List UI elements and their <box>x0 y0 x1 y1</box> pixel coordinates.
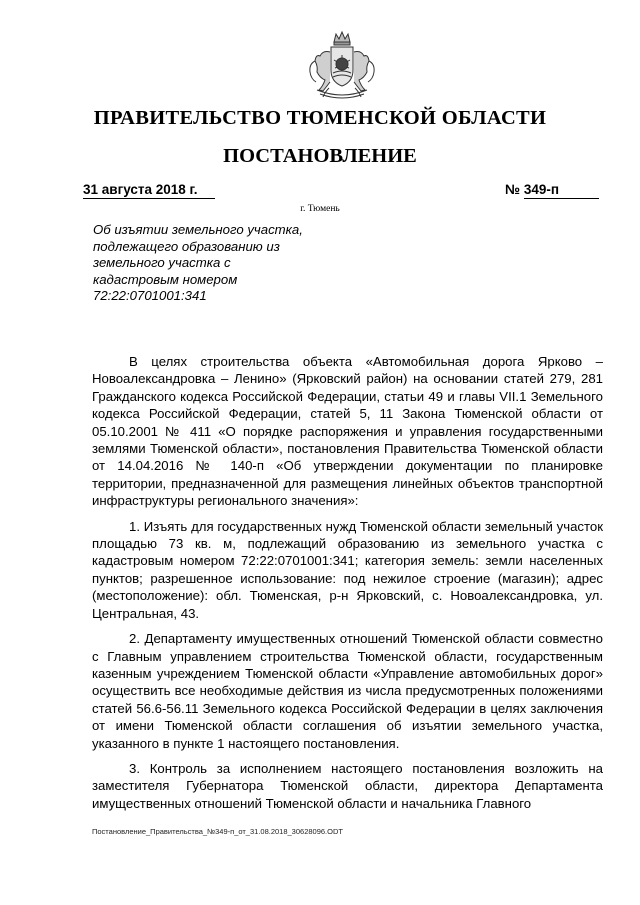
body-item-2: 2. Департаменту имущественных отношений Тюменской области совместно с Главным управлением строительства Тюменской области, государственным казенным учреждением Тюменской области «Управление автомобильных дорог» осуществить все необходимые действия из числа предусмотренных положениями статей 56.6-56.11 Земельного кодекса Российской Федерации в целях заключения от имени Тюменской области соглашения об изъятии земельного участка, указанного в пункте 1 настоящего постановления. <box>92 631 603 751</box>
document-subject: Об изъятии земельного участка, подлежащего образованию из земельного участка с кадастровым номером 72:22:0701001:341 <box>93 222 303 303</box>
body-preamble: В целях строительства объекта «Автомобильная дорога Ярково – Новоалександровка – Ленино» (Ярковский район) на основании статей 279, 281 Гражданского кодекса Российской Федерации, статьи 49 и главы VII.1 Земельного кодекса Российской Федерации, статей 5, 11 Закона Тюменской области от 05.10.2001 № 411 «О порядке распоряжения и управления государственными землями Тюменской области», постановления Правительства Тюменской области от 14.04.2016 № 140-п «Об утверждении документации по планировке территории, предназначенной для размещения линейных объектов транспортной инфраструктуры регионального значения»: <box>92 354 603 509</box>
body-item-1: 1. Изъять для государственных нужд Тюменской области земельный участок площадью 73 кв. м, подлежащий образованию из земельного участка с кадастровым номером 72:22:0701001:341; категория земель: земли населенных пунктов; разрешенное использование: под нежилое строение (магазин); адрес (местоположение): обл. Тюменская, р-н Ярковский, с. Новоалександровка, ул. Центральная, 43. <box>92 518 603 621</box>
document-number: 349-п <box>524 182 599 199</box>
footer-filename: Постановление_Правительства_№349-п_от_31.08.2018_30628096.ODT <box>92 827 343 836</box>
document-type-title: ПОСТАНОВЛЕНИЕ <box>223 145 417 167</box>
body-item-3: 3. Контроль за исполнением настоящего постановления возложить на заместителя Губернатора Тюменской области, директора Департамента имущественных отношений Тюменской области и начальника Главного <box>92 760 603 811</box>
document-number-line <box>505 182 603 199</box>
organization-title: ПРАВИТЕЛЬСТВО ТЮМЕНСКОЙ ОБЛАСТИ <box>93 107 547 129</box>
document-date: 31 августа 2018 г. <box>83 182 215 199</box>
document-number-label: № <box>505 182 521 197</box>
tyumen-region-coat-of-arms-icon <box>303 28 381 100</box>
document-body <box>92 353 603 820</box>
document-city: г. Тюмень <box>300 204 340 214</box>
